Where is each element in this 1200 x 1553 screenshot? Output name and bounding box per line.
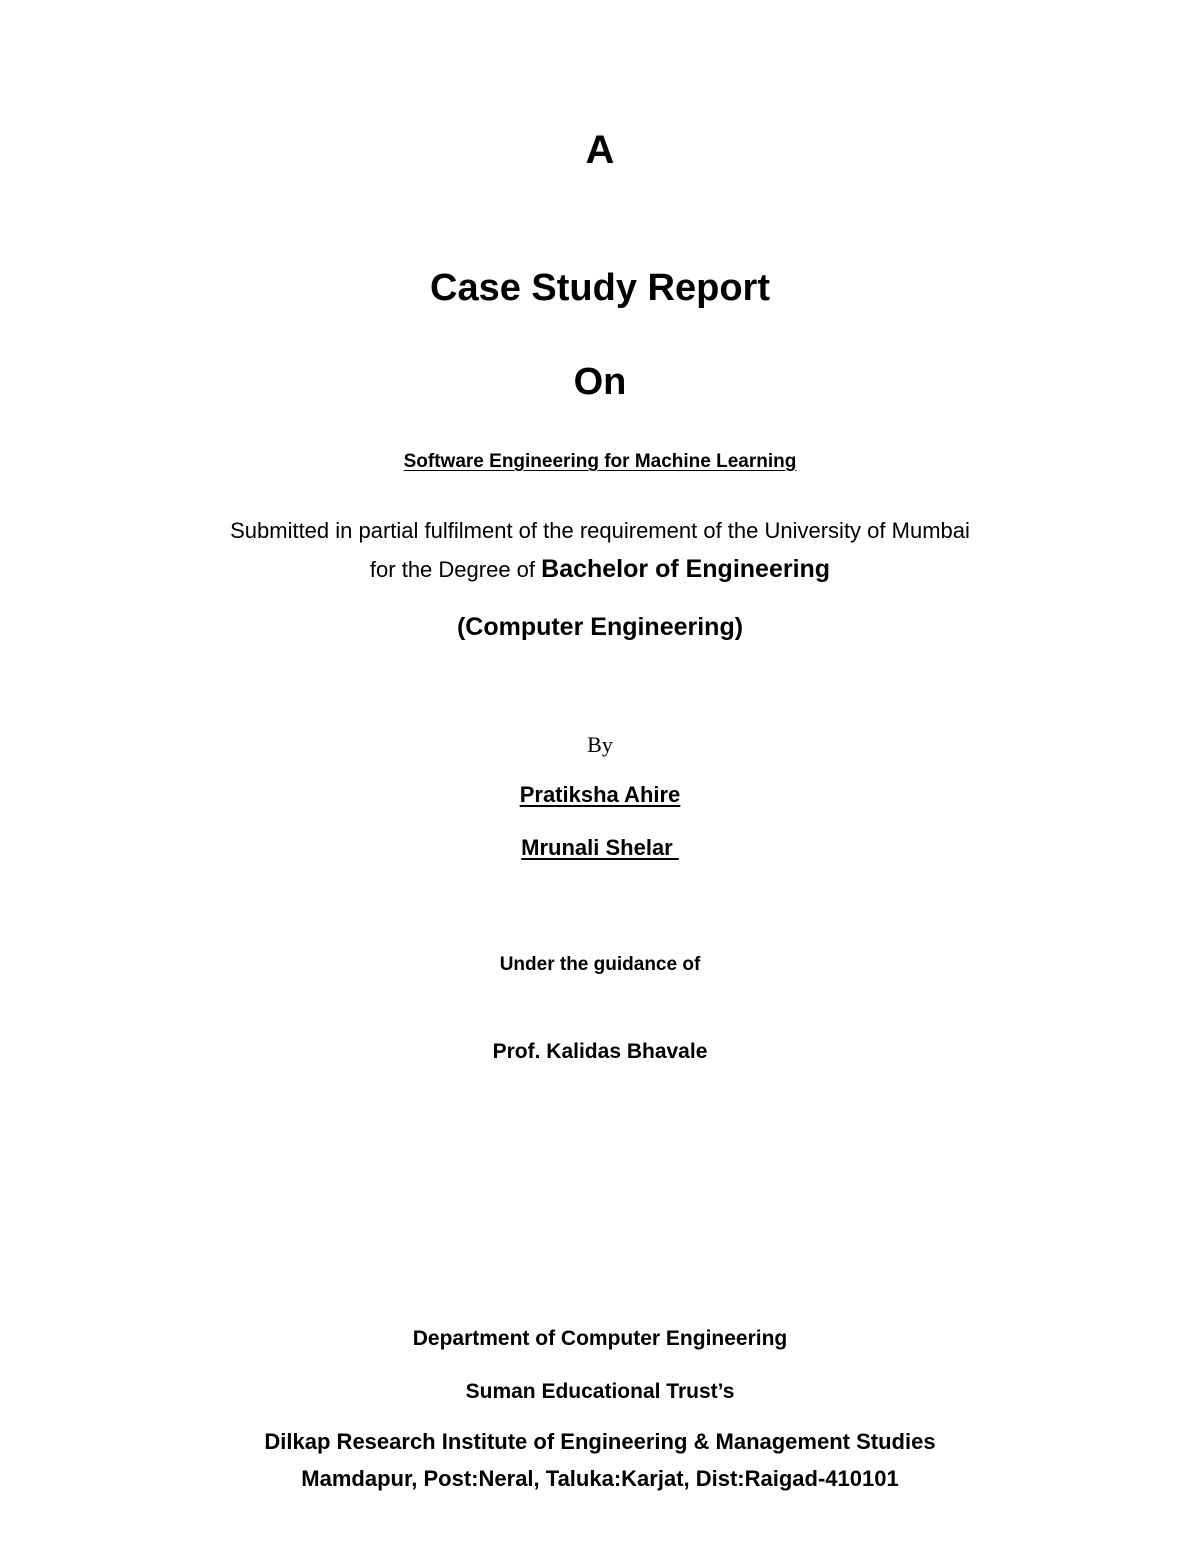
author-name xyxy=(0,783,1200,807)
author-name xyxy=(0,836,1200,860)
author-1-text: Pratiksha Ahire xyxy=(519,782,681,807)
degree-line xyxy=(0,556,1200,584)
guide-name: Prof. Kalidas Bhavale xyxy=(492,1040,708,1063)
department-name: Department of Computer Engineering xyxy=(412,1327,788,1350)
trust-name: Suman Educational Trust’s xyxy=(465,1380,735,1403)
author-2-text: Mrunali Shelar xyxy=(521,835,679,860)
institute-address: Mamdapur, Post:Neral, Taluka:Karjat, Dist:Raigad-410101 xyxy=(301,1466,899,1491)
report-title: Case Study Report xyxy=(430,267,770,309)
branch-name: (Computer Engineering) xyxy=(456,613,744,641)
subject-text: Software Engineering for Machine Learning xyxy=(403,451,797,472)
institute-name: Dilkap Research Institute of Engineering & Management Studies xyxy=(264,1429,936,1454)
guidance-label: Under the guidance of xyxy=(499,954,701,975)
subject-title xyxy=(0,452,1200,473)
by-label: By xyxy=(587,732,613,757)
on-label: On xyxy=(573,361,627,403)
degree-name: Bachelor of Engineering xyxy=(541,555,831,583)
submitted-statement: Submitted in partial fulfilment of the requirement of the University of Mumbai xyxy=(230,518,970,543)
article-a: A xyxy=(585,128,615,172)
degree-prefix: for the Degree of xyxy=(369,557,542,582)
